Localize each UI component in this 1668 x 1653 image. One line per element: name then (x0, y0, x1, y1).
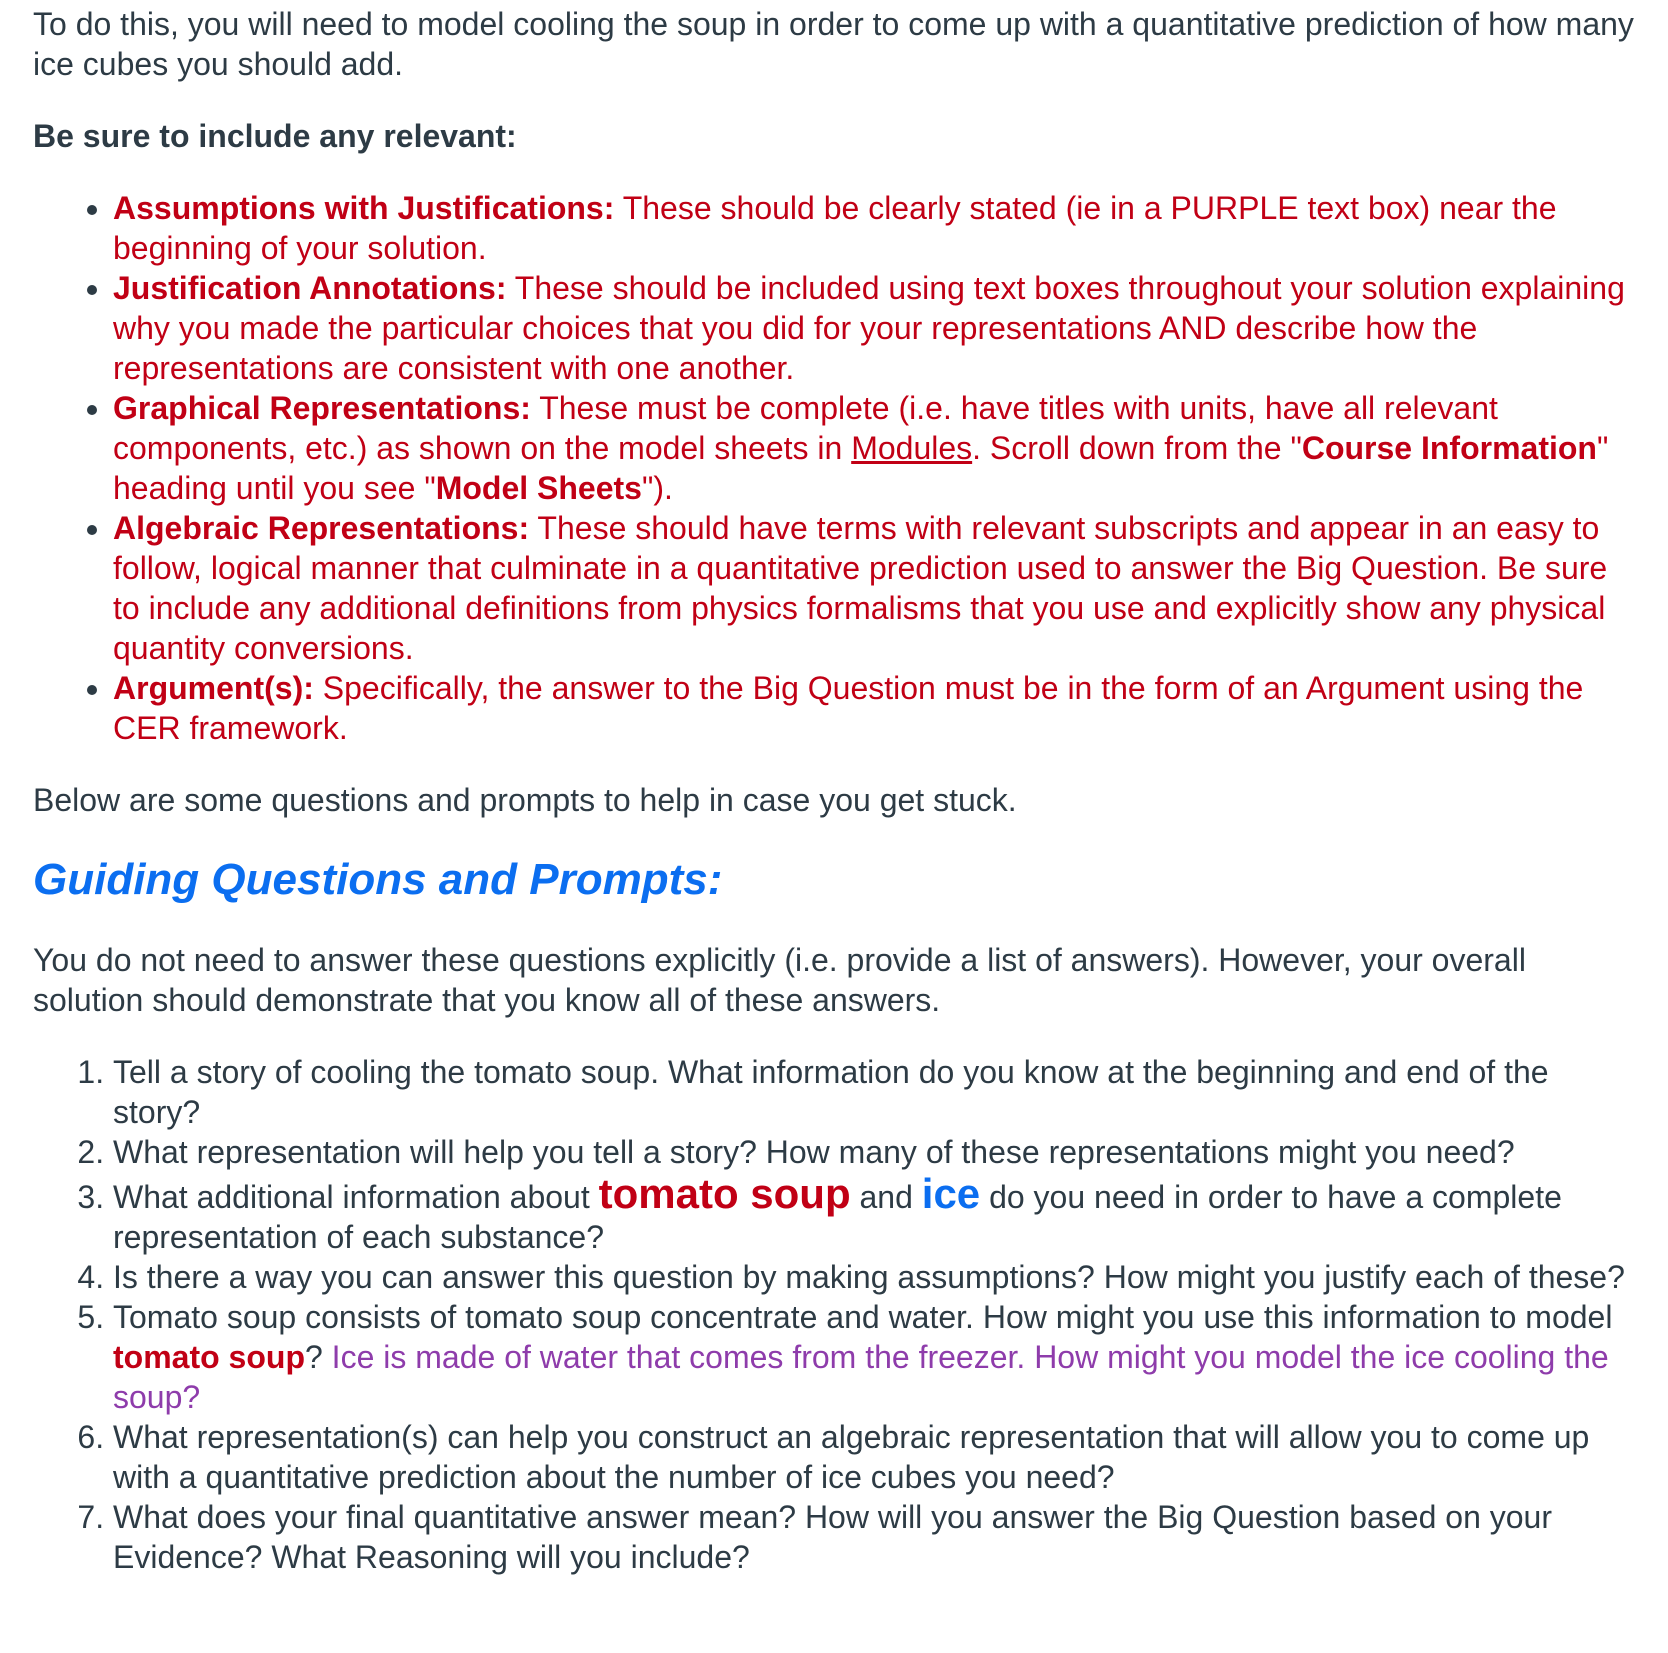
list-item (113, 1132, 1638, 1172)
help-intro-paragraph: Below are some questions and prompts to help in case you get stuck. (33, 782, 1017, 818)
requirement-label: Algebraic Representations: (113, 510, 530, 546)
requirement-text: These should be clearly stated (ie in a PURPLE text box) near the beginning of your solution. (113, 190, 1557, 266)
list-item (113, 188, 1638, 268)
requirement-text: Specifically, the answer to the Big Question must be in the form of an Argument using the CER framework. (113, 670, 1584, 746)
question-text: ? (304, 1339, 332, 1375)
guiding-questions-list (33, 1052, 1638, 1577)
intro-paragraph: To do this, you will need to model cooling the soup in order to come up with a quantitative prediction of how many ice cubes you should add. (33, 6, 1634, 82)
list-item (113, 668, 1638, 748)
requirement-label: Argument(s): (113, 670, 314, 706)
list-item (113, 268, 1638, 388)
list-item (113, 1052, 1638, 1132)
requirement-text: These must be complete (i.e. have titles with units, have all relevant components, etc.) as shown on the model sheets in (113, 390, 1498, 466)
requirement-text: " heading until you see " (113, 430, 1609, 506)
modules-link[interactable]: Modules (851, 430, 973, 466)
list-item (113, 1297, 1638, 1417)
question-text: What additional information about (113, 1179, 599, 1215)
tomato-soup-emphasis: tomato soup (598, 1170, 851, 1217)
requirement-text: "). (641, 470, 673, 506)
ice-emphasis: ice (921, 1170, 981, 1217)
guide-note-paragraph: You do not need to answer these questions explicitly (i.e. provide a list of answers). However, your overall solution should demonstrate that you know all of these answers. (33, 942, 1526, 1018)
requirement-text: These should have terms with relevant subscripts and appear in an easy to follow, logical manner that culminate in a quantitative prediction used to answer the Big Question. Be sure to include any additional definitions from physics formalisms that you use and explicitly show any physical quantity conversions. (113, 510, 1608, 666)
list-item (113, 1417, 1638, 1497)
question-text: What does your final quantitative answer mean? How will you answer the Big Question based on your Evidence? What Reasoning will you include? (113, 1499, 1552, 1575)
model-sheets-emphasis: Model Sheets (435, 470, 642, 506)
requirement-label: Graphical Representations: (113, 390, 531, 426)
list-item (113, 508, 1638, 668)
ice-model-prompt: Ice is made of water that comes from the freezer. How might you model the ice cooling the soup? (113, 1339, 1609, 1415)
requirement-label: Justification Annotations: (113, 270, 507, 306)
requirement-label: Assumptions with Justifications: (113, 190, 615, 226)
question-text: Tell a story of cooling the tomato soup. What information do you know at the beginning and end of the story? (113, 1054, 1549, 1130)
list-item (113, 388, 1638, 508)
list-item (113, 1497, 1638, 1577)
requirement-text: These should be included using text boxes throughout your solution explaining why you made the particular choices that you did for your representations AND describe how the representations are consistent with one another. (113, 270, 1625, 386)
include-heading: Be sure to include any relevant: (33, 118, 517, 154)
guiding-questions-heading: Guiding Questions and Prompts: (33, 855, 723, 904)
question-text: Is there a way you can answer this question by making assumptions? How might you justify each of these? (113, 1259, 1625, 1295)
course-information-emphasis: Course Information (1301, 430, 1597, 466)
question-text: What representation will help you tell a story? How many of these representations might you need? (113, 1134, 1515, 1170)
question-text: Tomato soup consists of tomato soup concentrate and water. How might you use this information to model (113, 1299, 1613, 1335)
requirements-list (33, 188, 1638, 748)
question-text: What representation(s) can help you construct an algebraic representation that will allow you to come up with a quantitative prediction about the number of ice cubes you need? (113, 1419, 1590, 1495)
list-item (113, 1172, 1638, 1257)
list-item (113, 1257, 1638, 1297)
question-text: do you need in order to have a complete representation of each substance? (113, 1179, 1562, 1255)
tomato-soup-emphasis: tomato soup (113, 1339, 305, 1375)
question-text: and (850, 1179, 922, 1215)
requirement-text: . Scroll down from the " (972, 430, 1302, 466)
